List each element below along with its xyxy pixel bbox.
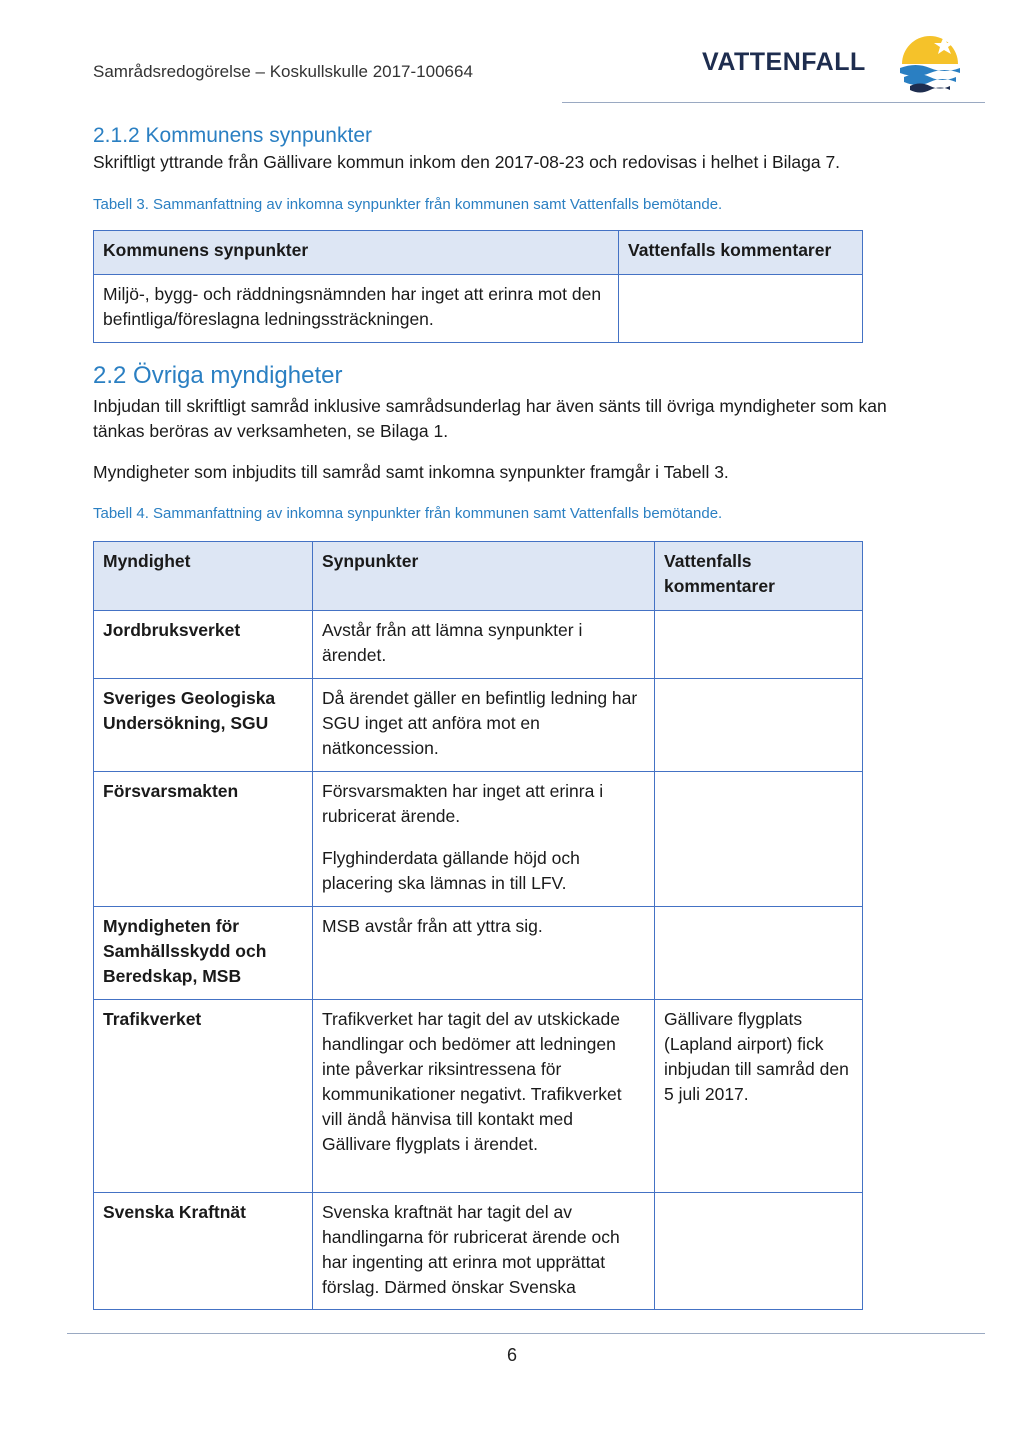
section-heading-2-1-2: 2.1.2 Kommunens synpunkter <box>93 124 372 147</box>
table-header-cell: Synpunkter <box>313 542 655 611</box>
cell-paragraph: MSB avstår från att yttra sig. <box>322 916 543 936</box>
cell-paragraph: Trafikverket har tagit del av utskickade handlingar och bedömer att ledningen inte påverkar riksintressena för kommunikationer negativt. Trafikverket vill ändå hänvisa till kontakt med Gällivare flygplats i ärendet. <box>322 1009 622 1154</box>
vattenfall-sun-wave-icon <box>898 30 962 96</box>
table-cell-synpunkter <box>313 907 655 1000</box>
table-cell-synpunkter <box>313 1000 655 1193</box>
table-cell-synpunkter <box>313 679 655 772</box>
section-2-1-2-body: Skriftligt yttrande från Gällivare kommun inkom den 2017-08-23 och redovisas i helhet i Bilaga 7. <box>93 152 841 172</box>
table-row <box>94 772 863 907</box>
table-cell-synpunkter <box>313 1193 655 1310</box>
table-cell-kommentar <box>655 772 863 907</box>
table-cell-kommentar <box>655 679 863 772</box>
footer-divider <box>67 1333 985 1334</box>
table-header-cell: Kommunens synpunkter <box>94 231 619 275</box>
table-cell-synpunkter <box>313 772 655 907</box>
table-cell-myndighet: Försvarsmakten <box>94 772 313 907</box>
table-header-cell: Myndighet <box>94 542 313 611</box>
section-2-2-body-1: Inbjudan till skriftligt samråd inklusive samrådsunderlag har även sänts till övriga myndigheter som kan tänkas beröras av verksamheten, se Bilaga 1. <box>93 396 887 441</box>
document-header-title: Samrådsredogörelse – Koskullskulle 2017-100664 <box>93 62 473 81</box>
cell-paragraph: Svenska kraftnät har tagit del av handlingarna för rubricerat ärende och har ingenting att erinra mot upprättat förslag. Därmed önskar Svenska <box>322 1202 620 1297</box>
table-header-cell: Vattenfalls kommentarer <box>655 542 863 611</box>
table-cell-kommentar <box>655 1193 863 1310</box>
table-cell-kommentar <box>655 611 863 679</box>
cell-paragraph: Då ärendet gäller en befintlig ledning har SGU inget att anföra mot en nätkoncession. <box>322 688 638 758</box>
table-header-row <box>94 542 863 611</box>
section-2-2-body-2: Myndigheter som inbjudits till samråd samt inkomna synpunkter framgår i Tabell 3. <box>93 462 729 482</box>
table-myndigheter <box>93 541 863 1310</box>
table-cell-myndighet: Trafikverket <box>94 1000 313 1193</box>
table-row <box>94 611 863 679</box>
table-cell-synpunkter <box>313 611 655 679</box>
table-cell-kommentar: Gällivare flygplats (Lapland airport) fick inbjudan till samråd den 5 juli 2017. <box>655 1000 863 1193</box>
table-row <box>94 1000 863 1193</box>
header-divider <box>562 102 985 103</box>
table-cell-myndighet: Sveriges Geologiska Undersökning, SGU <box>94 679 313 772</box>
table-kommunens-synpunkter <box>93 230 863 343</box>
table-cell-kommentar <box>655 907 863 1000</box>
page-number: 6 <box>506 1345 517 1365</box>
table-header-row <box>94 231 863 275</box>
table4-caption: Tabell 4. Sammanfattning av inkomna synpunkter från kommunen samt Vattenfalls bemötande. <box>93 505 723 522</box>
table-row <box>94 679 863 772</box>
logo-wordmark: VATTENFALL <box>702 48 866 76</box>
table-header-cell: Vattenfalls kommentarer <box>619 231 863 275</box>
cell-paragraph: Flyghinderdata gällande höjd och placering ska lämnas in till LFV. <box>322 848 580 893</box>
table-row <box>94 1193 863 1310</box>
table-cell-myndighet: Svenska Kraftnät <box>94 1193 313 1310</box>
table-cell-synpunkt: Miljö-, bygg- och räddningsnämnden har inget att erinra mot den befintliga/föreslagna ledningssträckningen. <box>94 275 619 343</box>
table-cell-myndighet: Jordbruksverket <box>94 611 313 679</box>
table-cell-kommentar <box>619 275 863 343</box>
table-cell-myndighet: Myndigheten för Samhällsskydd och Beredskap, MSB <box>94 907 313 1000</box>
table-row <box>94 275 863 343</box>
cell-paragraph: Avstår från att lämna synpunkter i ärendet. <box>322 620 583 665</box>
vattenfall-logo <box>702 30 962 96</box>
table3-caption: Tabell 3. Sammanfattning av inkomna synpunkter från kommunen samt Vattenfalls bemötande. <box>93 196 723 213</box>
cell-paragraph: Försvarsmakten har inget att erinra i rubricerat ärende. <box>322 781 604 826</box>
table-row <box>94 907 863 1000</box>
section-heading-2-2: 2.2 Övriga myndigheter <box>93 362 343 389</box>
